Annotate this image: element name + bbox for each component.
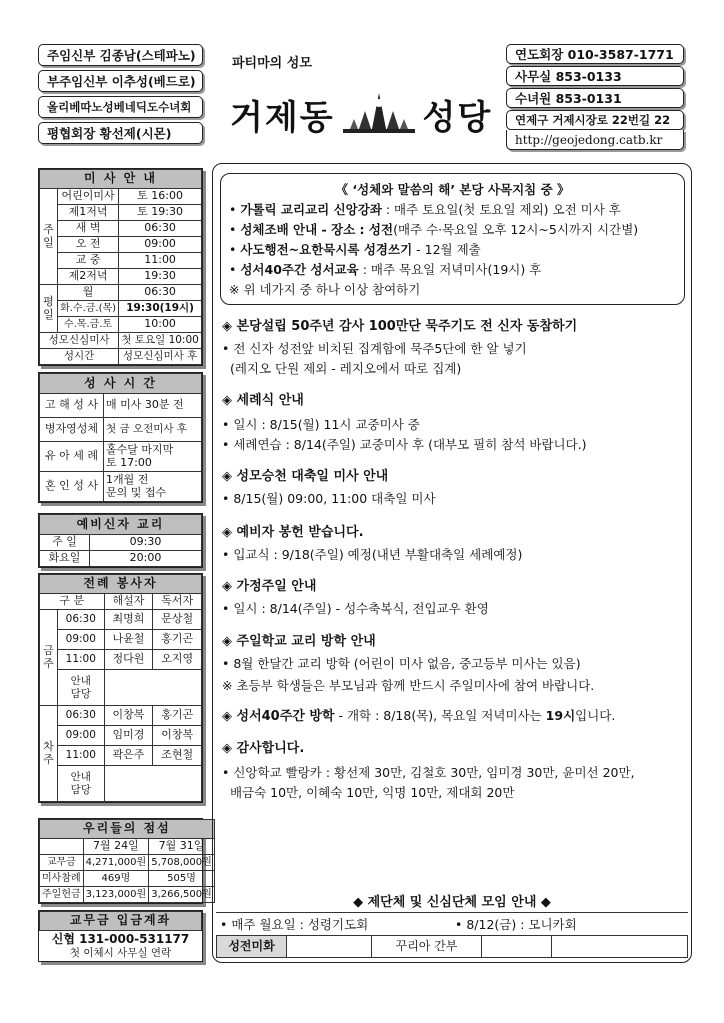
guide-item: • 가톨릭 교리교리 신앙강좌 : 매주 토요일(첫 토요일 제외) 오전 미사 후 xyxy=(229,202,621,217)
mass-label: 제2저녁 xyxy=(58,269,119,285)
account-panel xyxy=(38,910,203,962)
section-assumption xyxy=(222,467,687,509)
section-family-sunday xyxy=(222,577,687,619)
liturgy-time: 09:00 xyxy=(58,726,105,746)
group-meeting-item: • 매주 월요일 : 성령기도회 xyxy=(220,917,369,932)
header-phone-convent: 수녀원 853-0131 xyxy=(506,88,684,108)
section-title: ◈ 가정주일 안내 xyxy=(222,579,317,594)
section-title: ◈ 예비자 봉헌 받습니다. xyxy=(222,525,364,540)
mass-label: 성모신심미사 xyxy=(40,333,119,349)
flower-label: 성전미화 xyxy=(217,936,287,958)
account-title: 교무금 입금계좌 xyxy=(40,912,202,931)
flower-cell xyxy=(287,936,372,958)
section-line: • 일시 : 8/15(월) 11시 교중미사 중 xyxy=(222,417,420,432)
mass-time: 토 16:00 xyxy=(119,189,202,205)
section-thanks xyxy=(222,739,687,803)
liturgy-cell: 임미경 xyxy=(104,726,153,746)
guide-item: • 성서40주간 성서교육 : 매주 목요일 저녁미사(19시) 후 xyxy=(229,262,542,277)
flower-cell xyxy=(552,936,688,958)
finance-panel xyxy=(38,818,212,904)
liturgy-cell xyxy=(104,766,201,802)
liturgy-time: 11:00 xyxy=(58,650,105,670)
mass-label: 월 xyxy=(58,285,119,301)
title-right: 성당 xyxy=(422,97,493,138)
pastoral-guide-box xyxy=(220,173,685,305)
sacrament-panel xyxy=(38,372,203,503)
mass-time: 06:30 xyxy=(119,221,202,237)
guide-note: ※ 위 네가지 중 하나 이상 참여하기 xyxy=(229,282,421,297)
section-sunday-school xyxy=(222,632,687,696)
liturgy-cell: 홍기곤 xyxy=(153,706,202,726)
guide-item: • 사도행전~요한묵시록 성경쓰기 - 12월 제출 xyxy=(229,242,481,257)
section-title: ◈ 세례식 안내 xyxy=(222,393,304,408)
liturgy-time: 안내 담당 xyxy=(58,670,105,706)
section-line: • 세례연습 : 8/14(주일) 교중미사 후 (대부모 필히 참석 바랍니다.) xyxy=(222,437,587,452)
finance-label: 미사참례 xyxy=(40,871,84,887)
weekday-label: 평일 xyxy=(40,285,58,333)
mass-time: 19:30(19시) xyxy=(119,301,202,317)
section-rosary xyxy=(222,317,687,379)
header-assistant-pastor: 부주임신부 이추성(베드로) xyxy=(38,70,203,92)
mass-time: 토 19:30 xyxy=(119,205,202,221)
mass-label: 수.목.금.토 xyxy=(58,317,119,333)
liturgy-header: 독서자 xyxy=(153,594,202,610)
mass-time: 06:30 xyxy=(119,285,202,301)
mass-label: 오 전 xyxy=(58,237,119,253)
catechumen-time: 09:30 xyxy=(90,535,202,551)
sacrament-time: 첫 금 오전미사 후 xyxy=(104,418,202,442)
sunday-label: 주일 xyxy=(40,189,58,285)
header-pastor: 주임신부 김종남(스테파노) xyxy=(38,44,203,66)
title-left: 거제동 xyxy=(230,97,335,138)
liturgy-group-label: 금주 xyxy=(40,610,58,706)
catechumen-label: 주 일 xyxy=(40,535,90,551)
section-catechumen xyxy=(222,523,687,565)
sacrament-label: 병자영성체 xyxy=(40,418,104,442)
finance-value: 3,123,000원 xyxy=(83,887,149,903)
finance-value: 3,266,500원 xyxy=(149,887,215,903)
section-line: • 일시 : 8/14(주일) - 성수축복식, 전입교우 환영 xyxy=(222,601,489,616)
liturgy-time: 11:00 xyxy=(58,746,105,766)
sacrament-label: 혼 인 성 사 xyxy=(40,472,104,502)
section-line: • 8월 한달간 교리 방학 (어린이 미사 없음, 중고등부 미사는 있음) xyxy=(222,656,581,671)
liturgy-cell: 이창복 xyxy=(104,706,153,726)
account-number: 신협 131-000-531177 xyxy=(51,932,190,946)
header-phone-memorial: 연도회장 010-3587-1771 xyxy=(506,44,684,64)
mass-time: 성모신심미사 후 xyxy=(119,349,202,365)
section-line: ※ 초등부 학생들은 부모님과 함께 반드시 주일미사에 참여 바랍니다. xyxy=(222,678,595,693)
section-line: • 입교식 : 9/18(주일) 예정(내년 부활대축일 세례예정) xyxy=(222,547,523,562)
liturgy-cell: 홍기곤 xyxy=(153,630,202,650)
mass-time: 09:00 xyxy=(119,237,202,253)
finance-header xyxy=(40,839,84,855)
liturgy-title: 전례 봉사자 xyxy=(40,575,202,594)
liturgy-time: 안내 담당 xyxy=(58,766,105,802)
group-meeting-area xyxy=(216,912,688,958)
mass-time: 10:00 xyxy=(119,317,202,333)
finance-value: 4,271,000원 xyxy=(83,855,149,871)
church-logo-icon xyxy=(339,89,419,139)
section-bible-break xyxy=(222,706,687,727)
finance-value: 5,708,000원 xyxy=(149,855,215,871)
mass-time: 11:00 xyxy=(119,253,202,269)
finance-header: 7월 24일 xyxy=(83,839,149,855)
header-url[interactable]: http://geojedong.catb.kr xyxy=(506,130,684,150)
section-title: ◈ 본당설립 50주년 감사 100만단 묵주기도 전 신자 동참하기 xyxy=(222,319,578,334)
mass-label: 새 벽 xyxy=(58,221,119,237)
account-note: 첫 이체시 사무실 연락 xyxy=(69,946,172,959)
mass-label: 교 중 xyxy=(58,253,119,269)
mass-label: 어린이미사 xyxy=(58,189,119,205)
liturgy-cell: 이창복 xyxy=(153,726,202,746)
finance-label: 교무금 xyxy=(40,855,84,871)
liturgy-cell: 나윤철 xyxy=(104,630,153,650)
liturgy-time: 06:30 xyxy=(58,706,105,726)
liturgy-time: 06:30 xyxy=(58,610,105,630)
section-baptism xyxy=(222,391,687,455)
mass-time: 첫 토요일 10:00 xyxy=(119,333,202,349)
section-title: ◈ 주일학교 교리 방학 안내 xyxy=(222,634,376,649)
liturgy-panel xyxy=(38,573,203,803)
finance-header: 7월 31일 xyxy=(149,839,215,855)
finance-value: 505명 xyxy=(149,871,215,887)
mass-title: 미 사 안 내 xyxy=(40,170,202,189)
section-line: • 신앙학교 빨랑카 : 황선제 30만, 김철호 30만, 임미경 30만, 윤미선 20만, xyxy=(222,765,635,780)
liturgy-header: 해설자 xyxy=(104,594,153,610)
parish-title xyxy=(230,88,492,140)
sacrament-time: 홀수달 마지막 토 17:00 xyxy=(104,442,202,472)
mass-label: 제1저녁 xyxy=(58,205,119,221)
finance-value: 469명 xyxy=(83,871,149,887)
sacrament-label: 유 아 세 례 xyxy=(40,442,104,472)
mass-panel xyxy=(38,168,203,366)
liturgy-cell: 문상철 xyxy=(153,610,202,630)
liturgy-cell: 오지영 xyxy=(153,650,202,670)
section-line: • 8/15(월) 09:00, 11:00 대축일 미사 xyxy=(222,491,436,506)
section-title: ◈ 감사합니다. xyxy=(222,741,305,756)
liturgy-header: 구 분 xyxy=(40,594,105,610)
liturgy-cell: 최명희 xyxy=(104,610,153,630)
section-line: 배금숙 10만, 이혜숙 10만, 익명 10만, 제대회 20만 xyxy=(222,785,515,800)
parish-label: 파티마의 성모 xyxy=(232,56,312,71)
header-phone-office: 사무실 853-0133 xyxy=(506,66,684,86)
guide-title: 《 ‘성체와 말씀의 해’ 본당 사목지침 중 》 xyxy=(335,182,570,197)
sacrament-label: 고 해 성 사 xyxy=(40,394,104,418)
section-line: • 전 신자 성전앞 비치된 집계함에 묵주5단에 한 알 넣기 xyxy=(222,341,527,356)
sacrament-time: 매 미사 30분 전 xyxy=(104,394,202,418)
guide-item: • 성체조배 안내 - 장소 : 성전(매주 수·목요일 오후 12시~5시까지 시간별) xyxy=(229,222,639,237)
finance-title: 우리들의 점섬 xyxy=(40,820,215,839)
catechumen-time: 20:00 xyxy=(90,551,202,567)
liturgy-cell: 곽은주 xyxy=(104,746,153,766)
mass-time: 19:30 xyxy=(119,269,202,285)
header-council-president: 평협회장 황선제(시몬) xyxy=(38,122,203,144)
group-meeting-title: ◆ 제단체 및 신심단체 모임 안내 ◆ xyxy=(353,895,551,910)
liturgy-group-label: 차주 xyxy=(40,706,58,802)
header-address: 연제구 거제시장로 22번길 22 xyxy=(506,110,684,130)
flower-value: 꾸리아 간부 xyxy=(372,936,482,958)
liturgy-cell xyxy=(104,670,201,706)
catechumen-title: 예비신자 교리 xyxy=(40,515,202,535)
section-line: (레지오 단원 제외 - 레지오에서 따로 집계) xyxy=(222,361,462,376)
sacrament-title: 성 사 시 간 xyxy=(40,374,202,394)
mass-label: 성시간 xyxy=(40,349,119,365)
liturgy-time: 09:00 xyxy=(58,630,105,650)
liturgy-cell: 정다원 xyxy=(104,650,153,670)
finance-label: 주일헌금 xyxy=(40,887,84,903)
mass-label: 화.수.금.(목) xyxy=(58,301,119,317)
catechumen-panel xyxy=(38,513,203,568)
liturgy-cell: 조현철 xyxy=(153,746,202,766)
group-meeting-item: • 8/12(금) : 모니카회 xyxy=(455,917,577,932)
sacrament-time: 1개월 전 문의 및 접수 xyxy=(104,472,202,502)
header-convent: 올리베따노성베네딕도수녀회 xyxy=(38,96,203,118)
section-line: ◈ 성서40주간 방학 - 개학 : 8/18(목), 목요일 저녁미사는 19시입니다. xyxy=(222,708,616,724)
catechumen-label: 화요일 xyxy=(40,551,90,567)
section-title: ◈ 성모승천 대축일 미사 안내 xyxy=(222,469,389,484)
flower-cell xyxy=(482,936,552,958)
